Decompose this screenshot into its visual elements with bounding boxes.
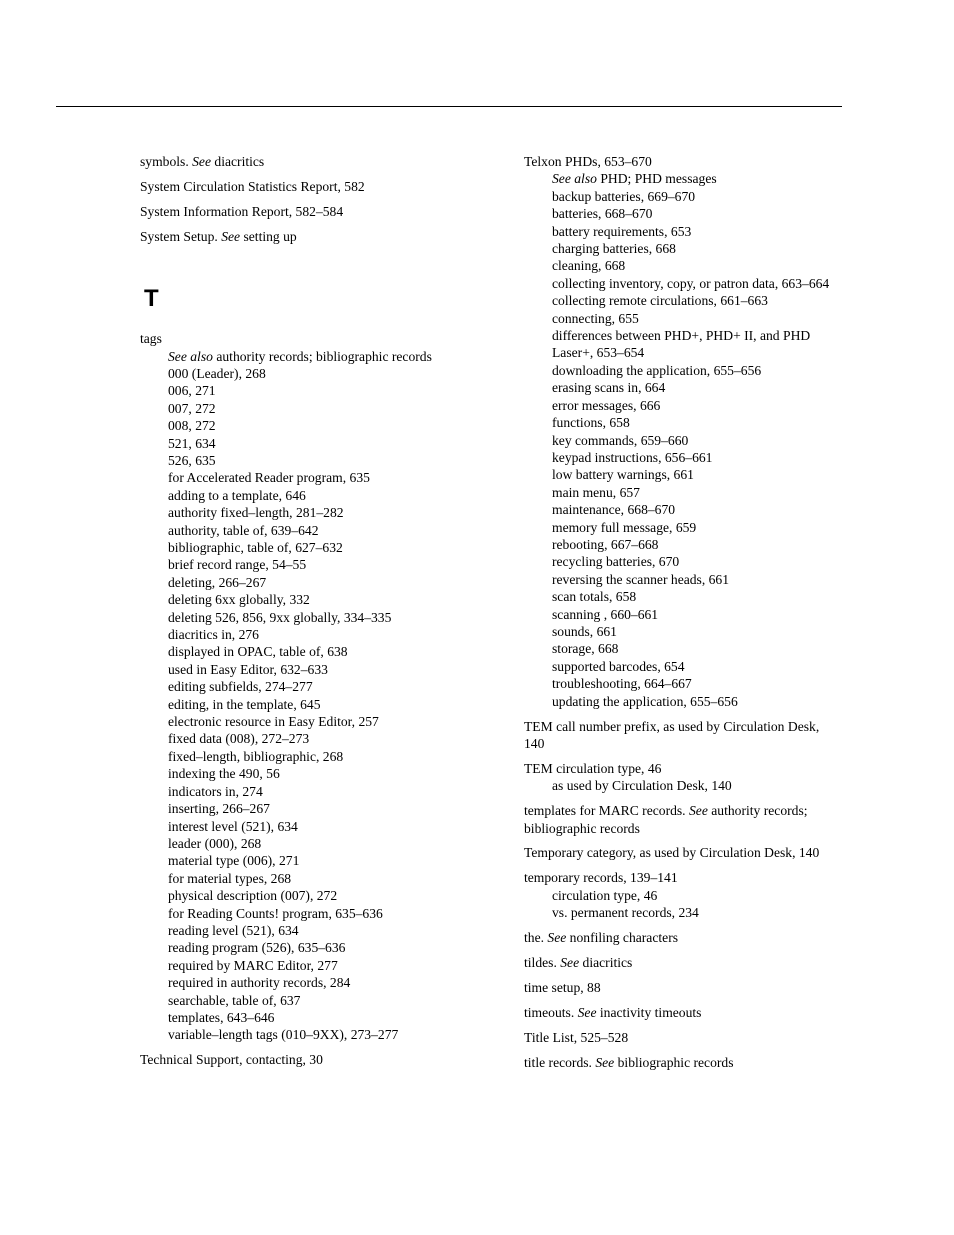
- index-subentry: [524, 327, 836, 362]
- index-entry: [524, 1004, 836, 1021]
- index-subentry: [524, 501, 836, 518]
- entry-text: recycling batteries, 670: [552, 554, 680, 570]
- see-reference: See also: [168, 348, 213, 364]
- entry-text: System Circulation Statistics Report, 582: [140, 178, 365, 194]
- see-reference: See: [688, 803, 708, 819]
- entry-text: reversing the scanner heads, 661: [552, 571, 730, 587]
- index-subentry: [140, 400, 440, 417]
- entry-text: battery requirements, 653: [552, 223, 692, 239]
- index-subentry: [140, 348, 440, 365]
- index-subentry: [524, 606, 836, 623]
- index-main-heading: [524, 869, 836, 886]
- entry-text: required by MARC Editor, 277: [168, 957, 338, 973]
- index-subentry: [524, 904, 836, 921]
- index-subentry: [140, 626, 440, 643]
- index-subentry: [140, 992, 440, 1009]
- index-subentry: [524, 519, 836, 536]
- index-subentry: [524, 571, 836, 588]
- index-subentry: [140, 609, 440, 626]
- index-main-heading: [524, 760, 836, 777]
- entry-text: circulation type, 46: [552, 887, 658, 903]
- entry-text: charging batteries, 668: [552, 241, 676, 257]
- entry-text: fixed–length, bibliographic, 268: [168, 748, 344, 764]
- entry-text: inserting, 266–267: [168, 801, 270, 817]
- index-main-heading: [524, 1054, 836, 1071]
- index-main-heading: [140, 153, 440, 170]
- entry-text: as used by Circulation Desk, 140: [552, 778, 732, 794]
- cross-reference-target: inactivity timeouts: [596, 1004, 702, 1020]
- index-subentry: [524, 887, 836, 904]
- entry-text: material type (006), 271: [168, 853, 300, 869]
- entry-text: adding to a template, 646: [168, 487, 306, 503]
- index-entry: [524, 760, 836, 795]
- entry-text: low battery warnings, 661: [552, 467, 694, 483]
- index-column-left: [140, 153, 440, 1076]
- index-subentry: [524, 693, 836, 710]
- cross-reference-target: diacritics: [211, 154, 265, 169]
- index-column-right: [524, 153, 836, 1079]
- entry-text: supported barcodes, 654: [552, 658, 685, 674]
- entry-text: time setup, 88: [524, 979, 601, 995]
- see-reference: See: [192, 154, 211, 169]
- entry-text: collecting remote circulations, 661–663: [552, 293, 768, 309]
- entry-text: the.: [524, 930, 548, 946]
- entry-text: 526, 635: [168, 452, 216, 468]
- index-subentry: [140, 661, 440, 678]
- index-subentry: [140, 522, 440, 539]
- index-entry: [524, 802, 836, 837]
- entry-text: templates, 643–646: [168, 1009, 275, 1025]
- entry-text: backup batteries, 669–670: [552, 188, 696, 204]
- index-main-heading: [140, 228, 440, 245]
- index-main-heading: [524, 718, 836, 753]
- index-entry: [140, 1051, 440, 1068]
- index-subentry: [524, 205, 836, 222]
- index-subentry: [140, 487, 440, 504]
- index-main-heading: [524, 844, 836, 861]
- index-entry: [524, 869, 836, 921]
- index-group-s: [140, 153, 440, 245]
- index-subentry: [140, 922, 440, 939]
- entry-text: indexing the 490, 56: [168, 766, 280, 782]
- index-subentry: [140, 835, 440, 852]
- index-subentry: [140, 974, 440, 991]
- entry-text: physical description (007), 272: [168, 888, 338, 904]
- entry-text: authority, table of, 639–642: [168, 522, 319, 538]
- index-entry: [140, 178, 440, 195]
- index-entry: [140, 228, 440, 245]
- index-subentry: [140, 713, 440, 730]
- index-subentry: [140, 957, 440, 974]
- entry-text: Technical Support, contacting, 30: [140, 1052, 323, 1068]
- entry-text: bibliographic, table of, 627–632: [168, 540, 343, 555]
- index-main-heading: [140, 1051, 440, 1068]
- index-subentry: [140, 730, 440, 747]
- index-subentry: [140, 452, 440, 469]
- index-subentry: [140, 574, 440, 591]
- entry-text: vs. permanent records, 234: [552, 905, 699, 921]
- entry-text: used in Easy Editor, 632–633: [168, 661, 328, 677]
- index-subentry: [524, 536, 836, 553]
- index-subentry: [140, 905, 440, 922]
- index-subentry: [524, 449, 836, 466]
- entry-text: TEM call number prefix, as used by Circulation Desk, 140: [524, 718, 820, 751]
- entry-text: 006, 271: [168, 383, 216, 399]
- index-group-t: [140, 330, 440, 1069]
- index-entry: [524, 979, 836, 996]
- entry-text: temporary records, 139–141: [524, 870, 678, 886]
- index-subentry: [524, 466, 836, 483]
- entry-text: Telxon PHDs, 653–670: [524, 154, 652, 169]
- index-main-heading: [140, 203, 440, 220]
- index-subentry: [140, 1026, 440, 1043]
- entry-text: TEM circulation type, 46: [524, 760, 662, 776]
- index-entry: [524, 1054, 836, 1071]
- index-subentry: [140, 365, 440, 382]
- index-subentry: [524, 188, 836, 205]
- index-main-heading: [524, 954, 836, 971]
- index-subentry: [140, 469, 440, 486]
- index-entry: [524, 954, 836, 971]
- entry-text: required in authority records, 284: [168, 975, 351, 991]
- index-main-heading: [524, 1029, 836, 1046]
- index-entry: [140, 203, 440, 220]
- see-reference: See: [221, 228, 241, 244]
- see-reference: See: [560, 954, 580, 970]
- see-reference: See: [577, 1004, 597, 1020]
- entry-text: symbols.: [140, 154, 193, 169]
- index-subentry: [140, 435, 440, 452]
- entry-text: Temporary category, as used by Circulation Desk, 140: [524, 845, 820, 861]
- index-subentry: [524, 623, 836, 640]
- entry-text: System Information Report, 582–584: [140, 203, 344, 219]
- cross-reference-target: nonfiling characters: [566, 930, 679, 946]
- index-subentry: [524, 362, 836, 379]
- index-subentry: [524, 275, 836, 292]
- index-entry: [524, 1029, 836, 1046]
- index-subentry: [524, 240, 836, 257]
- index-entry: [140, 153, 440, 170]
- entry-text: scan totals, 658: [552, 589, 637, 605]
- index-subentry: [524, 379, 836, 396]
- index-subentry: [140, 696, 440, 713]
- index-subentry: [524, 292, 836, 309]
- index-subentry: [524, 223, 836, 240]
- index-subentry: [140, 783, 440, 800]
- index-subentry: [140, 852, 440, 869]
- entry-text: timeouts.: [524, 1004, 578, 1020]
- index-subentry: [140, 887, 440, 904]
- entry-text: downloading the application, 655–656: [552, 362, 762, 378]
- entry-text: 007, 272: [168, 400, 216, 416]
- index-subentry: [524, 414, 836, 431]
- cross-reference-target: diacritics: [579, 954, 633, 970]
- entry-text: troubleshooting, 664–667: [552, 676, 692, 692]
- index-entry: [524, 153, 836, 710]
- index-subentry: [140, 800, 440, 817]
- index-subentry: [524, 432, 836, 449]
- entry-text: sounds, 661: [552, 623, 617, 639]
- entry-text: 521, 634: [168, 435, 216, 451]
- cross-reference-target: PHD; PHD messages: [596, 171, 717, 187]
- entry-text: indicators in, 274: [168, 783, 263, 799]
- entry-text: differences between PHD+, PHD+ II, and PHD Laser+, 653–654: [552, 328, 811, 361]
- entry-text: Title List, 525–528: [524, 1029, 629, 1045]
- index-subentry: [140, 539, 440, 556]
- entry-text: reading level (521), 634: [168, 922, 299, 938]
- index-subentry: [524, 588, 836, 605]
- entry-text: maintenance, 668–670: [552, 502, 676, 518]
- entry-text: fixed data (008), 272–273: [168, 731, 310, 747]
- cross-reference-target: authority records; bibliographic records: [524, 803, 808, 836]
- index-subentry: [140, 504, 440, 521]
- entry-text: memory full message, 659: [552, 519, 697, 535]
- index-main-heading: [140, 330, 440, 347]
- index-main-heading: [524, 929, 836, 946]
- index-main-heading: [524, 153, 836, 170]
- index-subentry: [140, 939, 440, 956]
- entry-text: main menu, 657: [552, 484, 640, 500]
- entry-text: electronic resource in Easy Editor, 257: [168, 714, 379, 730]
- index-main-heading: [524, 1004, 836, 1021]
- entry-text: searchable, table of, 637: [168, 992, 301, 1008]
- entry-text: for Accelerated Reader program, 635: [168, 470, 370, 486]
- entry-text: scanning , 660–661: [552, 606, 659, 622]
- index-entry: [524, 929, 836, 946]
- entry-text: error messages, 666: [552, 397, 661, 413]
- index-main-heading: [524, 802, 836, 837]
- entry-text: updating the application, 655–656: [552, 693, 738, 709]
- entry-text: for Reading Counts! program, 635–636: [168, 905, 383, 921]
- entry-text: cleaning, 668: [552, 258, 626, 274]
- entry-text: leader (000), 268: [168, 835, 262, 851]
- entry-text: editing, in the template, 645: [168, 696, 321, 712]
- index-subentry: [524, 675, 836, 692]
- index-entry: [524, 844, 836, 861]
- entry-text: title records.: [524, 1054, 596, 1070]
- see-reference: See: [547, 930, 567, 946]
- index-subentry: [140, 556, 440, 573]
- cross-reference-target: setting up: [240, 228, 297, 244]
- entry-text: connecting, 655: [552, 310, 639, 326]
- cross-reference-target: authority records; bibliographic records: [212, 348, 432, 364]
- entry-text: storage, 668: [552, 641, 619, 657]
- entry-text: variable–length tags (010–9XX), 273–277: [168, 1027, 399, 1043]
- entry-text: brief record range, 54–55: [168, 557, 307, 573]
- entry-text: System Setup.: [140, 228, 222, 244]
- index-subentry: [140, 591, 440, 608]
- entry-text: tags: [140, 331, 162, 347]
- index-entry: [140, 330, 440, 1044]
- cross-reference-target: bibliographic records: [614, 1054, 734, 1070]
- index-group-t-continued: [524, 153, 836, 1071]
- entry-text: batteries, 668–670: [552, 206, 653, 222]
- index-subentry: [524, 397, 836, 414]
- entry-text: key commands, 659–660: [552, 432, 689, 448]
- index-subentry: [524, 777, 836, 794]
- entry-text: 000 (Leader), 268: [168, 365, 266, 381]
- entry-text: collecting inventory, copy, or patron data, 663–664: [552, 275, 830, 291]
- index-subentry: [524, 553, 836, 570]
- entry-text: authority fixed–length, 281–282: [168, 505, 344, 521]
- entry-text: deleting, 266–267: [168, 574, 267, 590]
- see-reference: See also: [552, 171, 597, 187]
- see-reference: See: [595, 1054, 615, 1070]
- entry-text: editing subfields, 274–277: [168, 679, 313, 695]
- index-subentry: [140, 417, 440, 434]
- entry-text: displayed in OPAC, table of, 638: [168, 644, 348, 660]
- entry-text: erasing scans in, 664: [552, 380, 666, 396]
- index-entry: [524, 718, 836, 753]
- entry-text: rebooting, 667–668: [552, 536, 659, 552]
- entry-text: diacritics in, 276: [168, 627, 259, 643]
- entry-text: tildes.: [524, 954, 561, 970]
- entry-text: for material types, 268: [168, 870, 292, 886]
- index-main-heading: [140, 178, 440, 195]
- index-main-heading: [524, 979, 836, 996]
- header-rule: [56, 106, 842, 107]
- section-letter-heading: T: [144, 285, 159, 313]
- index-subentry: [524, 640, 836, 657]
- index-subentry: [524, 310, 836, 327]
- entry-text: deleting 6xx globally, 332: [168, 592, 310, 608]
- entry-text: deleting 526, 856, 9xx globally, 334–335: [168, 609, 392, 625]
- index-subentry: [140, 382, 440, 399]
- index-subentry: [524, 257, 836, 274]
- index-subentry: [140, 1009, 440, 1026]
- index-subentry: [140, 748, 440, 765]
- entry-text: interest level (521), 634: [168, 818, 298, 834]
- index-subentry: [140, 678, 440, 695]
- entry-text: reading program (526), 635–636: [168, 940, 346, 956]
- index-subentry: [140, 765, 440, 782]
- entry-text: 008, 272: [168, 418, 216, 434]
- index-subentry: [524, 170, 836, 187]
- index-subentry: [140, 818, 440, 835]
- index-subentry: [140, 870, 440, 887]
- entry-text: keypad instructions, 656–661: [552, 449, 713, 465]
- index-subentry: [140, 643, 440, 660]
- entry-text: functions, 658: [552, 415, 630, 431]
- index-subentry: [524, 484, 836, 501]
- index-subentry: [524, 658, 836, 675]
- entry-text: templates for MARC records.: [524, 803, 689, 819]
